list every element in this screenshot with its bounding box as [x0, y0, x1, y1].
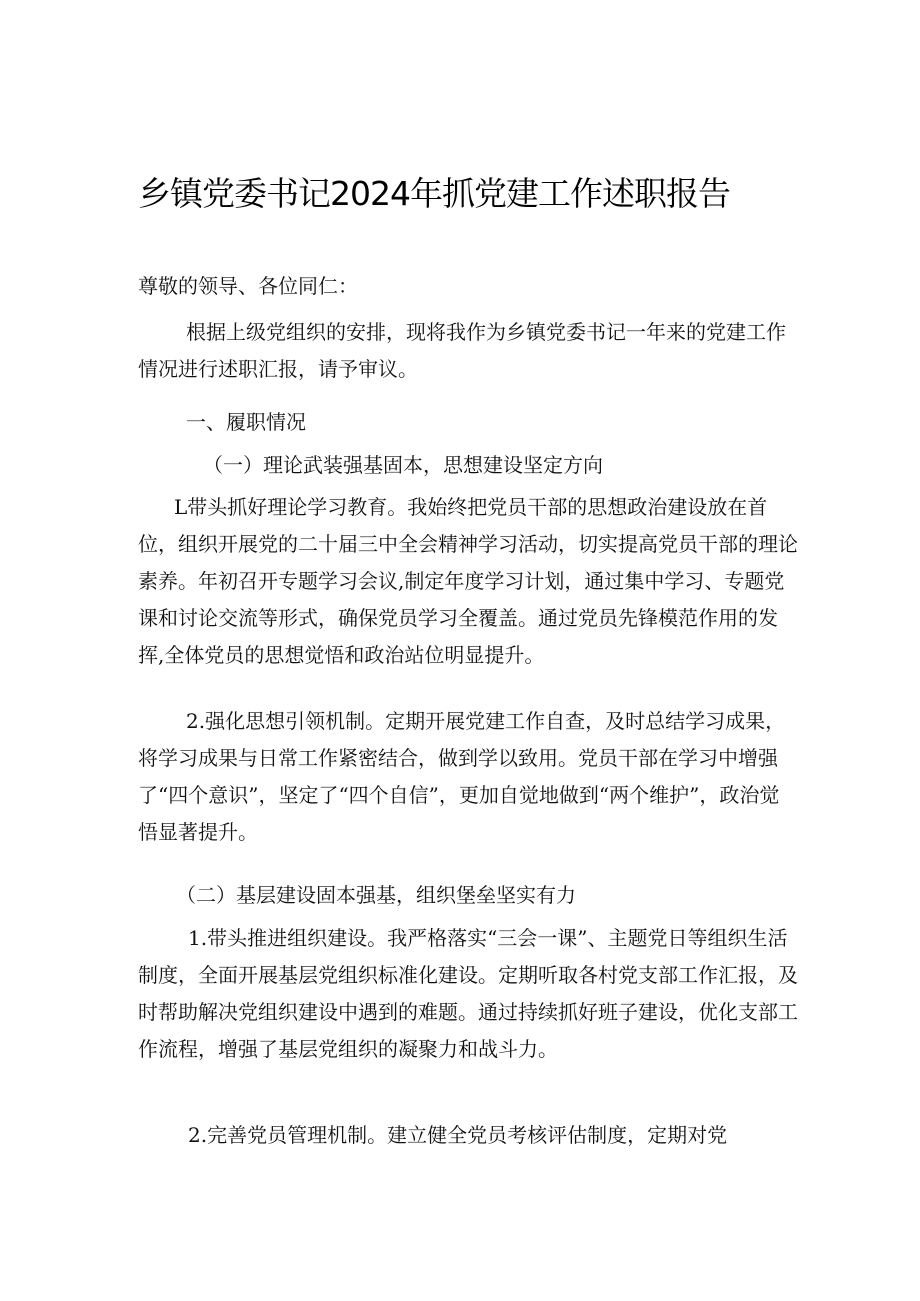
section-heading-performance: 一、履职情况 [186, 410, 306, 434]
subsection-heading-theory: （一）理论武装强基固本，思想建设坚定方向 [203, 453, 603, 477]
document-title: 乡镇党委书记2024年抓党建工作述职报告 [138, 174, 730, 213]
subsection-heading-grassroots: （二）基层建设固本强基，组织堡垒坚实有力 [176, 883, 576, 907]
intro-paragraph: 根据上级党组织的安排，现将我作为乡镇党委书记一年来的党建工作情况进行述职汇报，请予审议。 [138, 320, 786, 381]
paragraph-theory-study: L带头抓好理论学习教育。我始终把党员干部的思想政治建设放在首位，组织开展党的二十届三中全会精神学习活动，切实提高党员干部的理论素养。年初召开专题学习会议,制定年度学习计划，通过集中学习、专题党课和讨论交流等形式，确保党员学习全覆盖。通过党员先锋模范作用的发挥,全体党员的思想觉悟和政治站位明显提升。 [138, 495, 798, 667]
paragraph-thought-guidance: 2.强化思想引领机制。定期开展党建工作自查，及时总结学习成果，将学习成果与日常工作紧密结合，做到学以致用。党员干部在学习中增强了“四个意识”，坚定了“四个自信”，更加自觉地做到“两个维护”，政治觉悟显著提升。 [138, 709, 786, 844]
salutation: 尊敬的领导、各位同仁： [138, 274, 358, 298]
paragraph-member-management: 2.完善党员管理机制。建立健全党员考核评估制度，定期对党 [188, 1123, 728, 1147]
paragraph-organization-building: 1.带头推进组织建设。我严格落实“三会一课”、主题党日等组织生活制度，全面开展基层党组织标准化建设。定期听取各村党支部工作汇报，及时帮助解决党组织建设中遇到的难题。通过持续抓好班子建设，优化支部工作流程，增强了基层党组织的凝聚力和战斗力。 [138, 926, 798, 1061]
